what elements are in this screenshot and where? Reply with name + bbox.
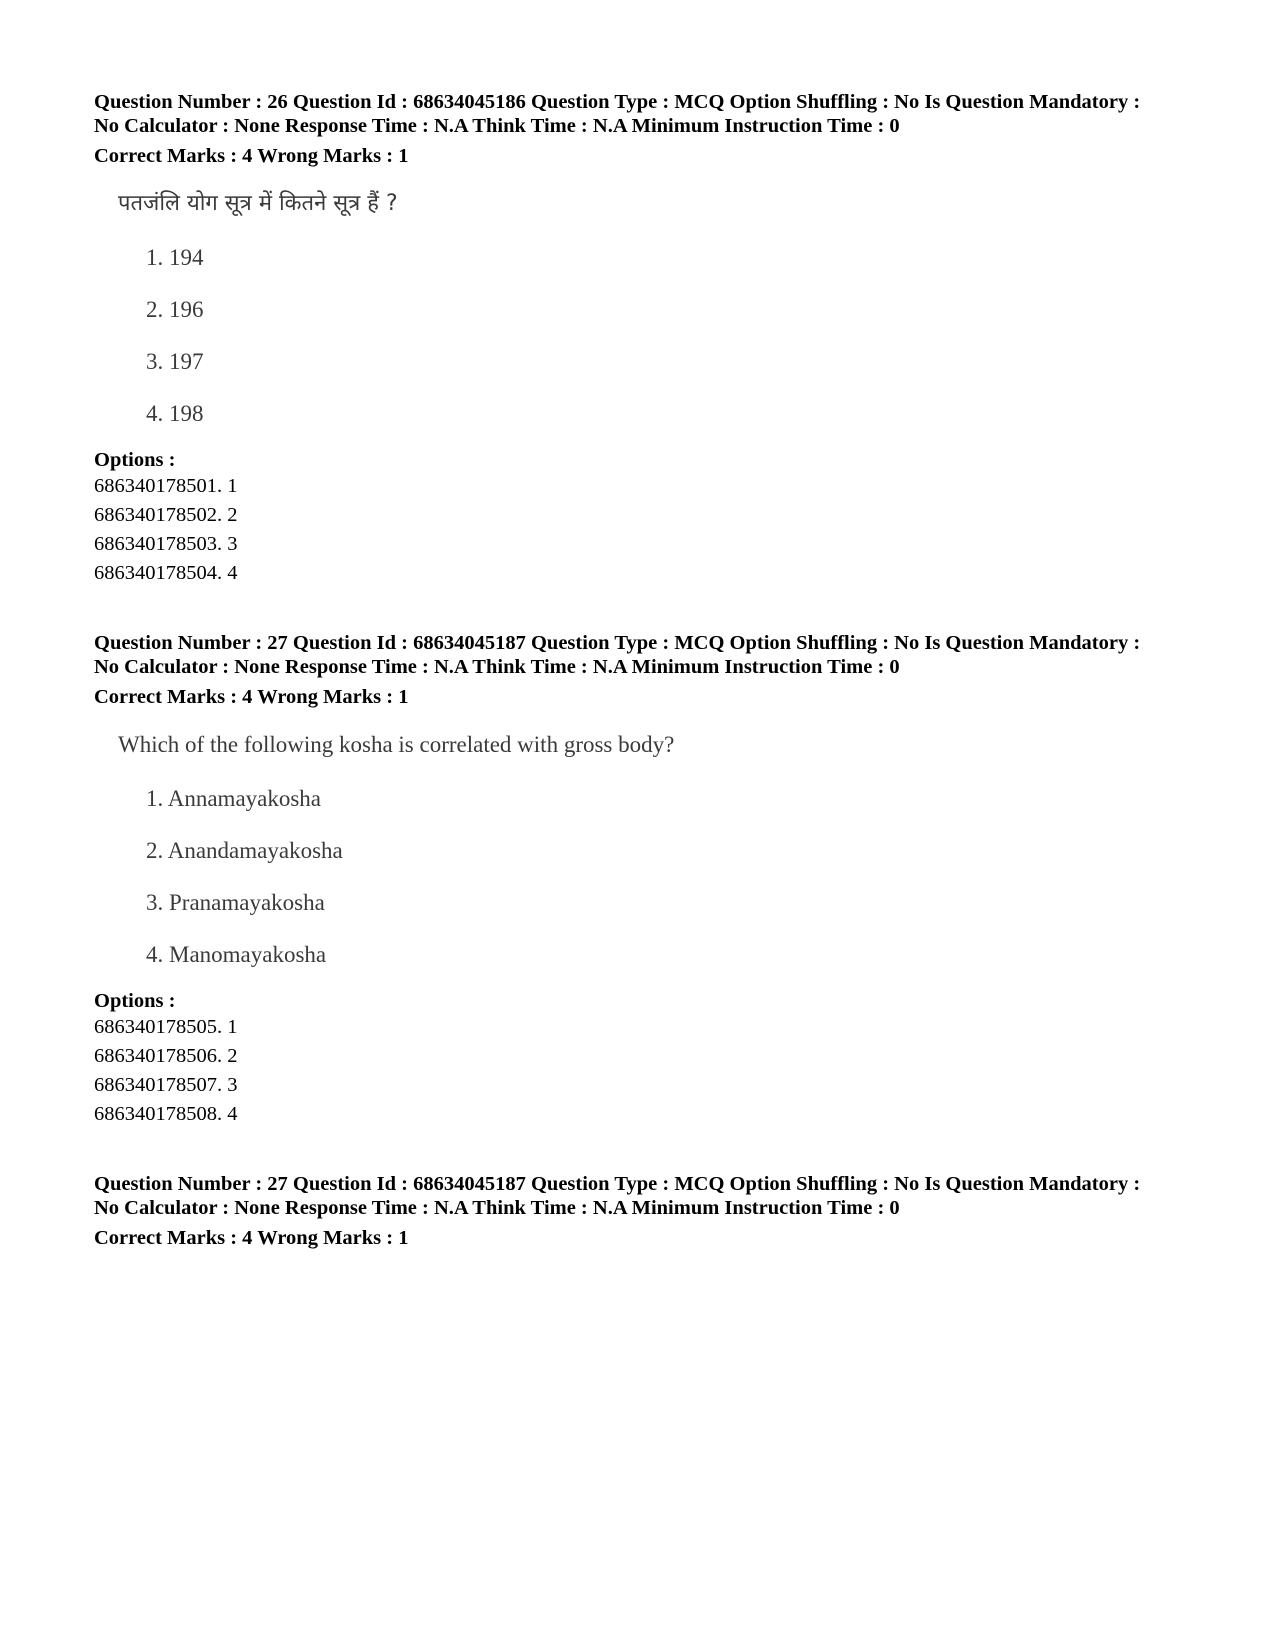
- option-row: 686340178504. 4: [94, 562, 238, 584]
- question-meta-line-1: Question Number : 26 Question Id : 68634045186 Question Type : MCQ Option Shuffling : No Is Question Mandatory :: [94, 91, 1141, 113]
- question-meta-line-2: No Calculator : None Response Time : N.A Think Time : N.A Minimum Instruction Time : 0: [94, 1197, 900, 1219]
- choice-item: 3. 197: [146, 349, 204, 374]
- option-row: 686340178506. 2: [94, 1045, 238, 1067]
- choice-item: 4. Manomayakosha: [146, 942, 327, 967]
- option-row: 686340178503. 3: [94, 533, 238, 555]
- question-marks: Correct Marks : 4 Wrong Marks : 1: [94, 1227, 409, 1249]
- option-row: 686340178507. 3: [94, 1074, 238, 1096]
- options-label: Options :: [94, 990, 176, 1012]
- question-block: [94, 631, 1214, 1129]
- question-meta-line-1: Question Number : 27 Question Id : 68634045187 Question Type : MCQ Option Shuffling : No Is Question Mandatory :: [94, 632, 1141, 654]
- option-row: 686340178505. 1: [94, 1016, 238, 1038]
- option-row: 686340178501. 1: [94, 475, 238, 497]
- question-text: Which of the following kosha is correlated with gross body?: [118, 732, 675, 757]
- question-block: [94, 90, 1214, 588]
- option-row: 686340178508. 4: [94, 1103, 238, 1125]
- question-marks: Correct Marks : 4 Wrong Marks : 1: [94, 145, 409, 167]
- question-block: [94, 1172, 1214, 1250]
- choice-item: 2. Anandamayakosha: [146, 838, 343, 863]
- question-marks: Correct Marks : 4 Wrong Marks : 1: [94, 686, 409, 708]
- option-row: 686340178502. 2: [94, 504, 238, 526]
- question-meta-line-2: No Calculator : None Response Time : N.A Think Time : N.A Minimum Instruction Time : 0: [94, 656, 900, 678]
- question-image: [118, 188, 1214, 430]
- question-meta-line-2: No Calculator : None Response Time : N.A Think Time : N.A Minimum Instruction Time : 0: [94, 115, 900, 137]
- choice-item: 4. 198: [146, 401, 204, 426]
- options-label: Options :: [94, 449, 176, 471]
- question-text: पतजंलि योग सूत्र में कितने सूत्र हैं ?: [118, 191, 398, 216]
- choice-item: 1. Annamayakosha: [146, 786, 322, 811]
- question-image: [118, 729, 1214, 971]
- choice-item: 1. 194: [146, 245, 204, 270]
- question-meta-line-1: Question Number : 27 Question Id : 68634045187 Question Type : MCQ Option Shuffling : No Is Question Mandatory :: [94, 1173, 1141, 1195]
- choice-item: 3. Pranamayakosha: [146, 890, 325, 915]
- choice-item: 2. 196: [146, 297, 204, 322]
